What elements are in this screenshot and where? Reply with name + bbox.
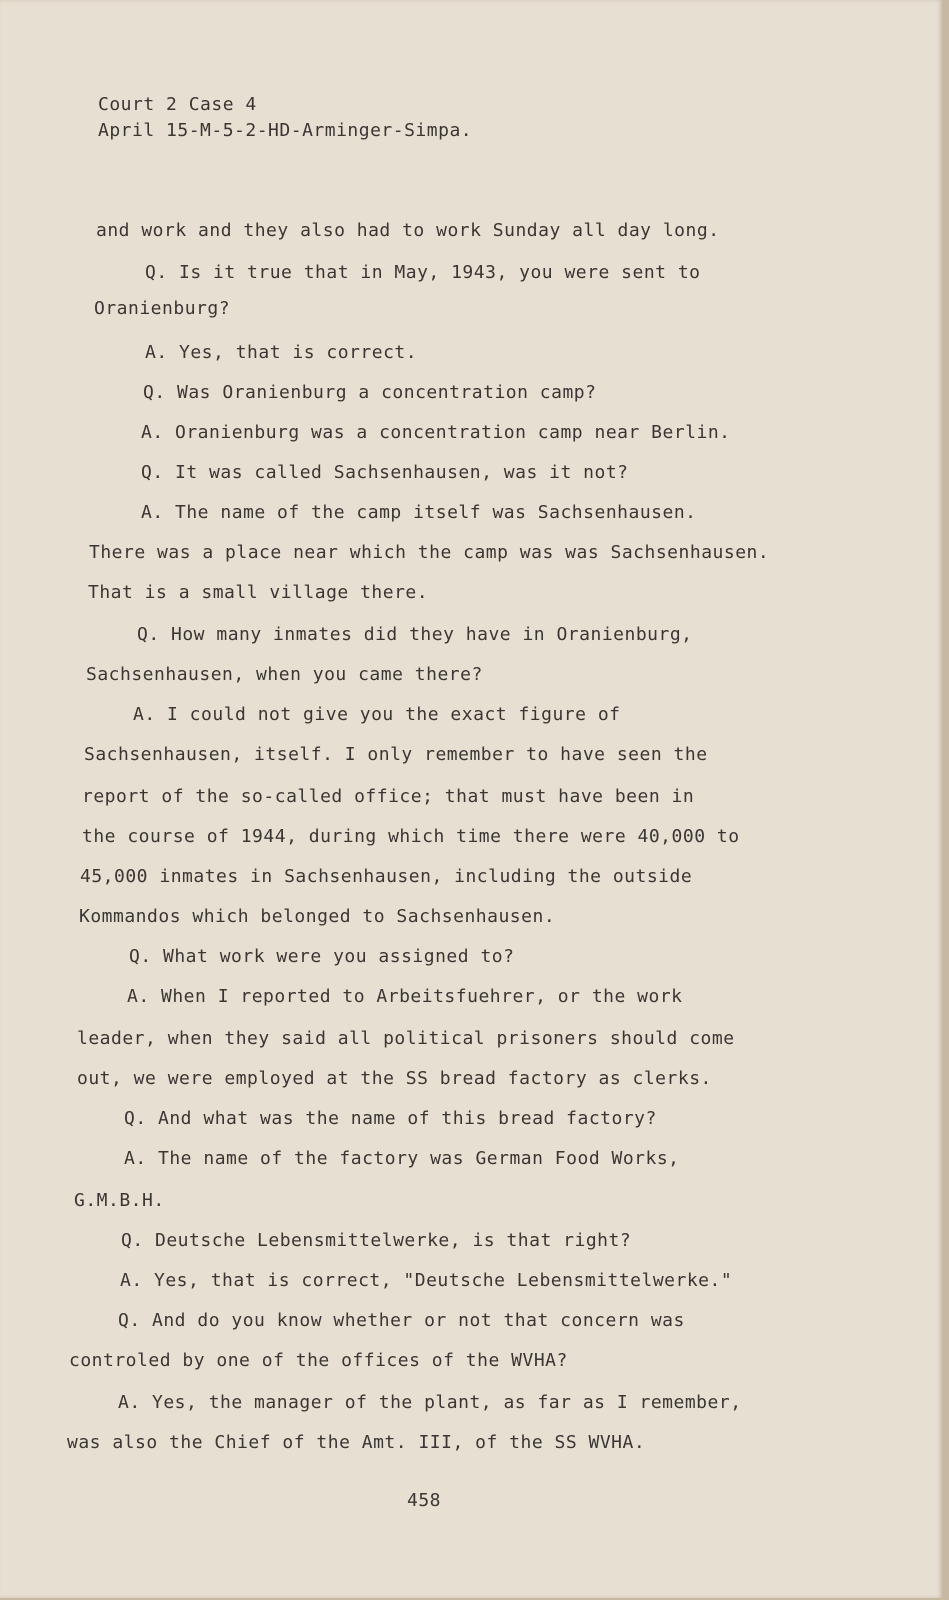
question-line: Q. And what was the name of this bread factory? <box>124 1108 657 1129</box>
transcript-line: Oranienburg? <box>94 298 231 319</box>
answer-line: A. I could not give you the exact figure of <box>133 704 621 725</box>
transcript-line: 45,000 inmates in Sachsenhausen, including the outside <box>80 866 693 887</box>
answer-line: A. When I reported to Arbeitsfuehrer, or the work <box>127 986 683 1007</box>
question-line: Q. Was Oranienburg a concentration camp? <box>143 382 597 403</box>
case-header-court: Court 2 Case 4 <box>98 94 257 115</box>
answer-line: A. The name of the camp itself was Sachsenhausen. <box>141 502 697 523</box>
transcript-line: was also the Chief of the Amt. III, of the SS WVHA. <box>67 1432 646 1453</box>
question-line: Q. Is it true that in May, 1943, you were sent to <box>145 262 701 283</box>
question-line: Q. Deutsche Lebensmittelwerke, is that right? <box>121 1230 632 1251</box>
answer-line: A. The name of the factory was German Food Works, <box>124 1148 680 1169</box>
answer-line: A. Yes, that is correct, "Deutsche Lebensmittelwerke." <box>120 1270 733 1291</box>
transcript-line: out, we were employed at the SS bread factory as clerks. <box>77 1068 712 1089</box>
answer-line: A. Yes, that is correct. <box>145 342 418 363</box>
transcript-line: Sachsenhausen, itself. I only remember to have seen the <box>84 744 708 765</box>
answer-line: A. Oranienburg was a concentration camp near Berlin. <box>141 422 731 443</box>
transcript-line: Kommandos which belonged to Sachsenhausen. <box>79 906 556 927</box>
page-number: 458 <box>407 1490 442 1511</box>
transcript-line: and work and they also had to work Sunday all day long. <box>96 220 720 241</box>
answer-line: A. Yes, the manager of the plant, as far as I remember, <box>118 1392 742 1413</box>
question-line: Q. It was called Sachsenhausen, was it not? <box>141 462 629 483</box>
transcript-line: G.M.B.H. <box>74 1190 165 1211</box>
question-line: Q. What work were you assigned to? <box>129 946 515 967</box>
transcript-line: controled by one of the offices of the WVHA? <box>69 1350 568 1371</box>
transcript-line: leader, when they said all political prisoners should come <box>77 1028 735 1049</box>
transcript-line: the course of 1944, during which time there were 40,000 to <box>82 826 740 847</box>
transcript-line: That is a small village there. <box>88 582 429 603</box>
transcript-line: There was a place near which the camp was was Sachsenhausen. <box>89 542 770 563</box>
transcript-line: Sachsenhausen, when you came there? <box>86 664 483 685</box>
case-header-session: April 15-M-5-2-HD-Arminger-Simpa. <box>98 120 473 141</box>
transcript-line: report of the so-called office; that must have been in <box>82 786 695 807</box>
question-line: Q. And do you know whether or not that concern was <box>118 1310 685 1331</box>
question-line: Q. How many inmates did they have in Oranienburg, <box>137 624 693 645</box>
